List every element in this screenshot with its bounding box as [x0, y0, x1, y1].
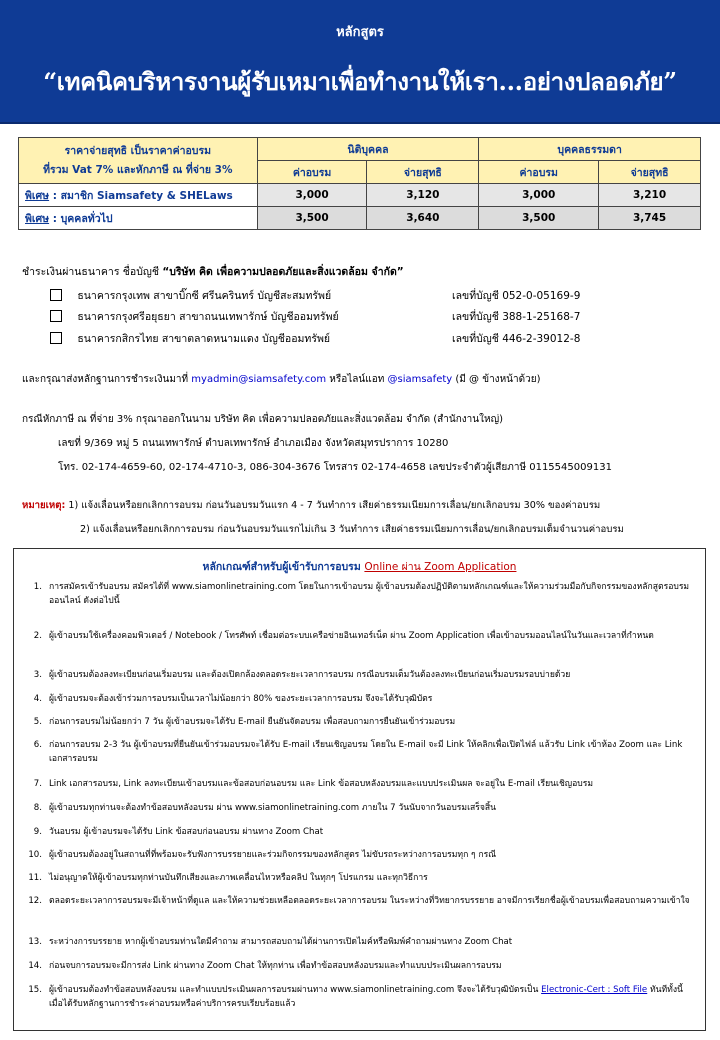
item-number: 2.: [33, 631, 42, 641]
criteria-online-label: Online ผ่าน Zoom Application: [364, 561, 517, 573]
criteria-item: [22, 894, 698, 908]
row-label-text: : บุคคลทั่วไป: [49, 212, 113, 225]
criteria-item: [22, 871, 698, 885]
general-individual-fee: 3,500: [479, 207, 599, 230]
bank-item: [50, 289, 331, 303]
note-1-text: 1) แจ้งเลื่อนหรือยกเลิกการอบรม ก่อนวันอบรมวันแรก 4 - 7 วันทำการ เสียค่าธรรมเนียมการเลื่อน/ยกเลิกอบรม 30% ของค่าอบรม: [65, 500, 601, 511]
price-note: [19, 138, 258, 184]
item-number: 11.: [28, 873, 42, 883]
member-individual-fee: 3,000: [479, 184, 599, 207]
item-number: 7.: [33, 779, 42, 789]
item-text-tail: ทันทีทั้งนี้ เมื่อได้รับหลักฐานการชำระค่าอบรมหรือค่าบริการครบเรียบร้อยแล้ว: [49, 985, 683, 1009]
item-number: 3.: [33, 670, 42, 680]
group-juristic: นิติบุคคล: [257, 138, 479, 161]
item-text: ก่อนการอบรมไม่น้อยกว่า 7 วัน ผู้เข้าอบรมจะได้รับ E-mail ยืนยันจัดอบรม เพื่อสอบถามการยืนยันเข้าร่วมอบรม: [49, 717, 456, 727]
bank-item: [50, 310, 339, 324]
criteria-item: [22, 848, 698, 862]
item-number: 13.: [28, 937, 42, 947]
course-title: “เทคนิคบริหารงานผู้รับเหมาเพื่อทำงานให้เรา...อย่างปลอดภัย”: [43, 67, 677, 96]
evidence-line: [22, 373, 540, 387]
course-label: หลักสูตร: [336, 25, 384, 40]
evidence-text: และกรุณาส่งหลักฐานการชำระเงินมาที่: [22, 374, 192, 385]
item-text: ก่อนการอบรม 2-3 วัน ผู้เข้าอบรมที่ยืนยันเข้าร่วมอบรมจะได้รับ E-mail เรียนเชิญอบรม โดยใน E-mail จะมี Link ให้คลิกเพื่อเปิดไฟล์ แล้วรับ Link เข้าห้อง Zoom และ Link เอกสารอบรม: [49, 740, 683, 764]
note-label: หมายเหตุ:: [22, 500, 66, 511]
online-criteria-box: [13, 548, 706, 1031]
member-juristic-fee: 3,000: [257, 184, 367, 207]
item-number: 5.: [33, 717, 42, 727]
col-individual-fee: ค่าอบรม: [479, 161, 599, 184]
criteria-item: [22, 668, 698, 682]
item-number: 9.: [33, 827, 42, 837]
item-text: ผู้เข้าอบรมจะต้องเข้าร่วมการอบรมเป็นเวลาไม่น้อยกว่า 80% ของระยะเวลาการอบรม จึงจะได้รับวุฒิบัตร: [49, 694, 433, 704]
item-text: ผู้เข้าอบรมทุกท่านจะต้องทำข้อสอบหลังอบรม ผ่าน www.siamonlinetraining.com ภายใน 7 วันนับจากวันอบรมเสร็จสิ้น: [49, 803, 497, 813]
special-tag: พิเศษ: [25, 189, 50, 202]
col-individual-net: จ่ายสุทธิ: [599, 161, 701, 184]
item-text: Link เอกสารอบรม, Link ลงทะเบียนเข้าอบรมและข้อสอบก่อนอบรม และ Link ข้อสอบหลังอบรมและแบบประเมินผล จะอยู่ใน E-mail เรียนเชิญอบรม: [49, 779, 594, 789]
item-text: ผู้เข้าอบรมใช้เครื่องคอมพิวเตอร์ / Notebook / โทรศัพท์ เชื่อมต่อระบบเครือข่ายอินเทอร์เน็ต ผ่าน Zoom Application เพื่อเข้าอบรมออนไลน์ในวันและเวลาที่กำหนด: [49, 631, 654, 641]
criteria-item: [22, 825, 698, 839]
evidence-text: หรือไลน์แอท: [326, 374, 388, 385]
item-text: การสมัครเข้ารับอบรม สมัครได้ที่ www.siamonlinetraining.com โดยในการเข้าอบรม ผู้เข้าอบรมต้องปฏิบัติตามหลักเกณฑ์และให้ความร่วมมือกับกิจกรรมของหลักสูตรอบรมออนไลน์ ดังต่อไปนี้: [49, 582, 690, 606]
criteria-item: [22, 580, 698, 608]
row-label-member: [19, 184, 258, 207]
criteria-item: [22, 959, 698, 973]
bank-name: ธนาคารกรุงเทพ สาขาบิ๊กซี ศรีนครินทร์ บัญชีสะสมทรัพย์: [77, 290, 332, 302]
bank-item: [50, 332, 330, 346]
bank-account: เลขที่บัญชี 388-1-25168-7: [452, 311, 581, 323]
price-note-line2: ที่รวม Vat 7% และหักภาษี ณ ที่จ่าย 3%: [43, 163, 233, 176]
member-juristic-net: 3,120: [367, 184, 479, 207]
line-id-link[interactable]: @siamsafety: [387, 374, 453, 385]
item-text: ผู้เข้าอบรมต้องลงทะเบียนก่อนเริ่มอบรม และต้องเปิดกล้องตลอดระยะเวลาการอบรม กรณีอบรมเต็มวันต้องลงทะเบียนก่อนเริ่มอบรมรอบบ่ายด้วย: [49, 670, 571, 680]
checkbox-icon: [50, 332, 62, 344]
account-name: “บริษัท คิด เพื่อความปลอดภัยและสิ่งแวดล้อม จำกัด”: [162, 266, 404, 278]
item-number: 8.: [33, 803, 42, 813]
criteria-item: [22, 629, 698, 643]
electronic-cert-link[interactable]: Electronic-Cert : Soft File: [541, 985, 648, 995]
criteria-item: [22, 801, 698, 815]
price-table: [18, 137, 701, 230]
item-number: 15.: [28, 985, 42, 995]
table-row: [19, 207, 701, 230]
company-contact: โทร. 02-174-4659-60, 02-174-4710-3, 086-304-3676 โทรสาร 02-174-4658 เลขประจำตัวผู้เสียภาษี 0115545009131: [58, 462, 612, 473]
course-header: [0, 0, 720, 124]
row-label-text: : สมาชิก Siamsafety & SHELaws: [49, 189, 233, 202]
group-individual: บุคคลธรรมดา: [479, 138, 701, 161]
criteria-item: [22, 983, 698, 1011]
item-text: ก่อนจบการอบรมจะมีการส่ง Link ผ่านทาง Zoom Chat ให้ทุกท่าน เพื่อทำข้อสอบหลังอบรมและทำแบบประเมินผลการอบรม: [49, 961, 502, 971]
general-juristic-fee: 3,500: [257, 207, 367, 230]
col-juristic-fee: ค่าอบรม: [257, 161, 367, 184]
general-individual-net: 3,745: [599, 207, 701, 230]
criteria-title: [14, 558, 705, 575]
bank-account: เลขที่บัญชี 446-2-39012-8: [452, 333, 581, 345]
evidence-text: (มี @ ข้างหน้าด้วย): [452, 374, 541, 385]
checkbox-icon: [50, 310, 62, 322]
payment-intro-text: ชำระเงินผ่านธนาคาร ชื่อบัญชี: [22, 266, 163, 278]
criteria-item: [22, 692, 698, 706]
criteria-item: [22, 715, 698, 729]
item-number: 10.: [28, 850, 42, 860]
row-label-general: [19, 207, 258, 230]
member-individual-net: 3,210: [599, 184, 701, 207]
criteria-item: [22, 777, 698, 791]
criteria-item: [22, 935, 698, 949]
tax-line: กรณีหักภาษี ณ ที่จ่าย 3% กรุณาออกในนาม บริษัท คิด เพื่อความปลอดภัยและสิ่งแวดล้อม จำกัด (สำนักงานใหญ่): [22, 414, 503, 425]
col-juristic-net: จ่ายสุทธิ: [367, 161, 479, 184]
item-text: วันอบรม ผู้เข้าอบรมจะได้รับ Link ข้อสอบก่อนอบรม ผ่านทาง Zoom Chat: [49, 827, 324, 837]
item-number: 12.: [28, 896, 42, 906]
item-number: 14.: [28, 961, 42, 971]
criteria-item: [22, 738, 698, 766]
item-number: 4.: [33, 694, 42, 704]
price-note-line1: ราคาจ่ายสุทธิ เป็นราคาค่าอบรม: [64, 144, 212, 157]
item-text: [49, 983, 698, 1011]
evidence-email-link[interactable]: myadmin@siamsafety.com: [191, 374, 327, 385]
table-row: [19, 184, 701, 207]
item-text-main: ผู้เข้าอบรมต้องทำข้อสอบหลังอบรม และทำแบบประเมินผลการอบรมผ่านทาง www.siamonlinetraining.com จึงจะได้รับวุฒิบัตรเป็น: [49, 985, 542, 995]
company-address: เลขที่ 9/369 หมู่ 5 ถนนเทพารักษ์ ตำบลเทพารักษ์ อำเภอเมือง จังหวัดสมุทรปราการ 10280: [58, 438, 449, 449]
checkbox-icon: [50, 289, 62, 301]
item-text: ตลอดระยะเวลาการอบรมจะมีเจ้าหน้าที่ดูแล และให้ความช่วยเหลือตลอดระยะเวลาการอบรม ในระหว่างที่วิทยากรบรรยาย อาจมีการเรียกชื่อผู้เข้าอบรมเพื่อสอบถามความเข้าใจ: [49, 896, 690, 906]
bank-name: ธนาคารกรุงศรีอยุธยา สาขาถนนเทพารักษ์ บัญชีออมทรัพย์: [77, 311, 339, 323]
bank-name: ธนาคารกสิกรไทย สาขาตลาดหนามแดง บัญชีออมทรัพย์: [77, 333, 331, 345]
special-tag: พิเศษ: [25, 212, 50, 225]
note-1: [22, 499, 600, 513]
item-text: ผู้เข้าอบรมต้องอยู่ในสถานที่ที่พร้อมจะรับฟังการบรรยายและร่วมกิจกรรมของหลักสูตร ไม่ขับรถระหว่างการอบรมทุก ๆ กรณี: [49, 850, 497, 860]
payment-intro: [22, 265, 404, 279]
note-2: 2) แจ้งเลื่อนหรือยกเลิกการอบรม ก่อนวันอบรมวันแรกไม่เกิน 3 วันทำการ เสียค่าธรรมเนียมการเลื่อน/ยกเลิกอบรมเต็มจำนวนค่าอบรม: [80, 524, 624, 535]
item-number: 6.: [33, 740, 42, 750]
bank-account: เลขที่บัญชี 052-0-05169-9: [452, 290, 581, 302]
item-text: ระหว่างการบรรยาย หากผู้เข้าอบรมท่านใดมีคำถาม สามารถสอบถามได้ผ่านการเปิดไมค์หรือพิมพ์คำถามผ่านทาง Zoom Chat: [49, 937, 513, 947]
item-text: ไม่อนุญาตให้ผู้เข้าอบรมทุกท่านบันทึกเสียงและภาพเคลื่อนไหวหรือคลิป ในทุกๆ โปรแกรม และทุกวิธีการ: [49, 873, 428, 883]
general-juristic-net: 3,640: [367, 207, 479, 230]
criteria-title-text: หลักเกณฑ์สำหรับผู้เข้ารับการอบรม: [202, 561, 365, 573]
item-number: 1.: [33, 582, 42, 592]
